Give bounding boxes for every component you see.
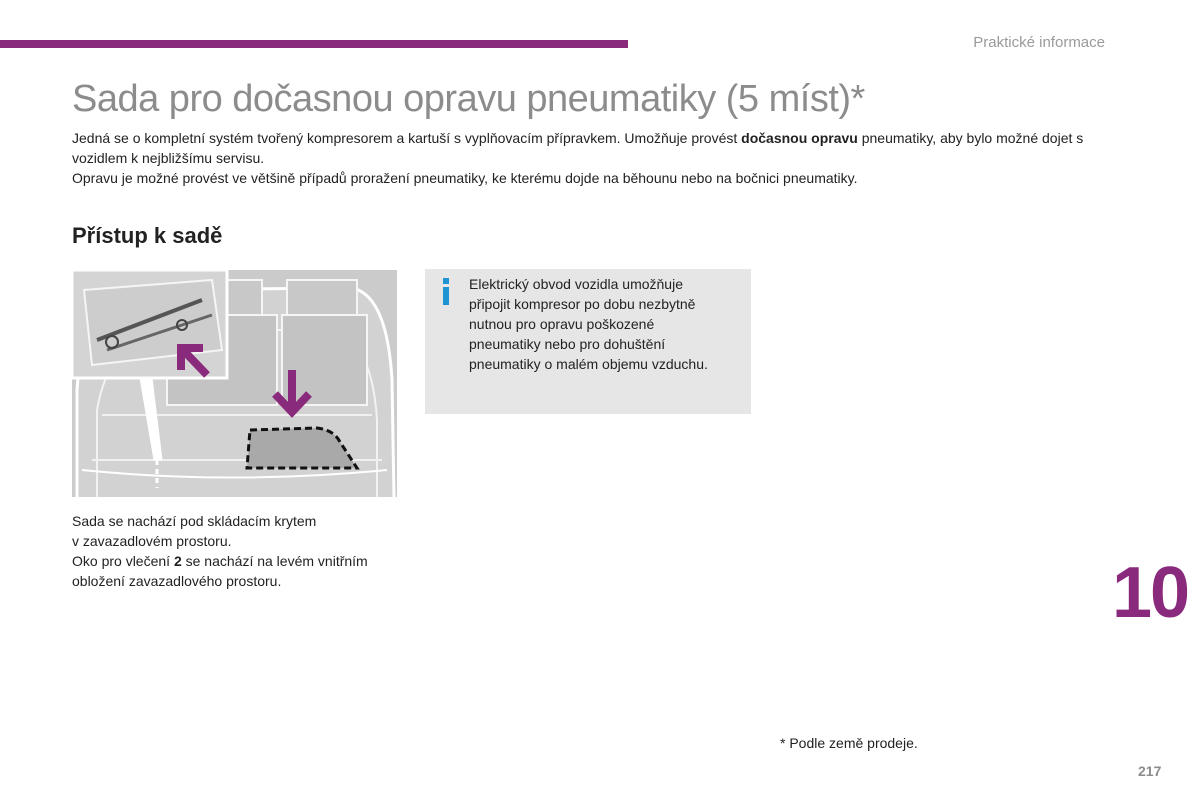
- caption-line: v zavazadlovém prostoru.: [72, 533, 232, 549]
- chapter-number: 10: [1112, 553, 1189, 633]
- intro-paragraph-1: Jedná se o kompletní systém tvořený kompresorem a kartuší s vyplňovacím přípravkem. Umožňuje provést dočasnou opravu pneumatiky, aby bylo možné dojet s vozidlem k nejbližšímu servisu.: [72, 130, 1084, 166]
- caption-line: Sada se nachází pod skládacím krytem: [72, 513, 317, 529]
- trunk-illustration: [72, 270, 397, 497]
- info-note-text: [469, 274, 739, 374]
- info-line: připojit kompresor po dobu nezbytně: [469, 296, 696, 312]
- section-label: Praktické informace: [973, 34, 1105, 51]
- header-accent-bar: [0, 40, 628, 48]
- intro-paragraph-2: Opravu je možné provést ve většině případů proražení pneumatiky, ke kterému dojde na běhounu nebo na bočnici pneumatiky.: [72, 170, 858, 186]
- info-line: pneumatiky nebo pro dohuštění: [469, 336, 666, 352]
- page-number: 217: [1138, 763, 1162, 779]
- info-line: pneumatiky o malém objemu vzduchu.: [469, 356, 708, 372]
- figure-caption: [72, 511, 412, 591]
- info-note-box: [425, 269, 751, 414]
- section-subtitle: Přístup k sadě: [72, 223, 223, 248]
- info-line: Elektrický obvod vozidla umožňuje: [469, 276, 683, 292]
- caption-line: Oko pro vlečení 2 se nachází na levém vnitřním: [72, 553, 368, 569]
- page-title: Sada pro dočasnou opravu pneumatiky (5 míst)*: [72, 78, 865, 120]
- footnote: * Podle země prodeje.: [780, 735, 918, 751]
- intro-text: [72, 128, 1112, 188]
- intro-bold-phrase: dočasnou opravu: [741, 130, 858, 146]
- info-icon: [440, 278, 452, 304]
- caption-line: obložení zavazadlového prostoru.: [72, 573, 282, 589]
- info-line: nutnou pro opravu poškozené: [469, 316, 655, 332]
